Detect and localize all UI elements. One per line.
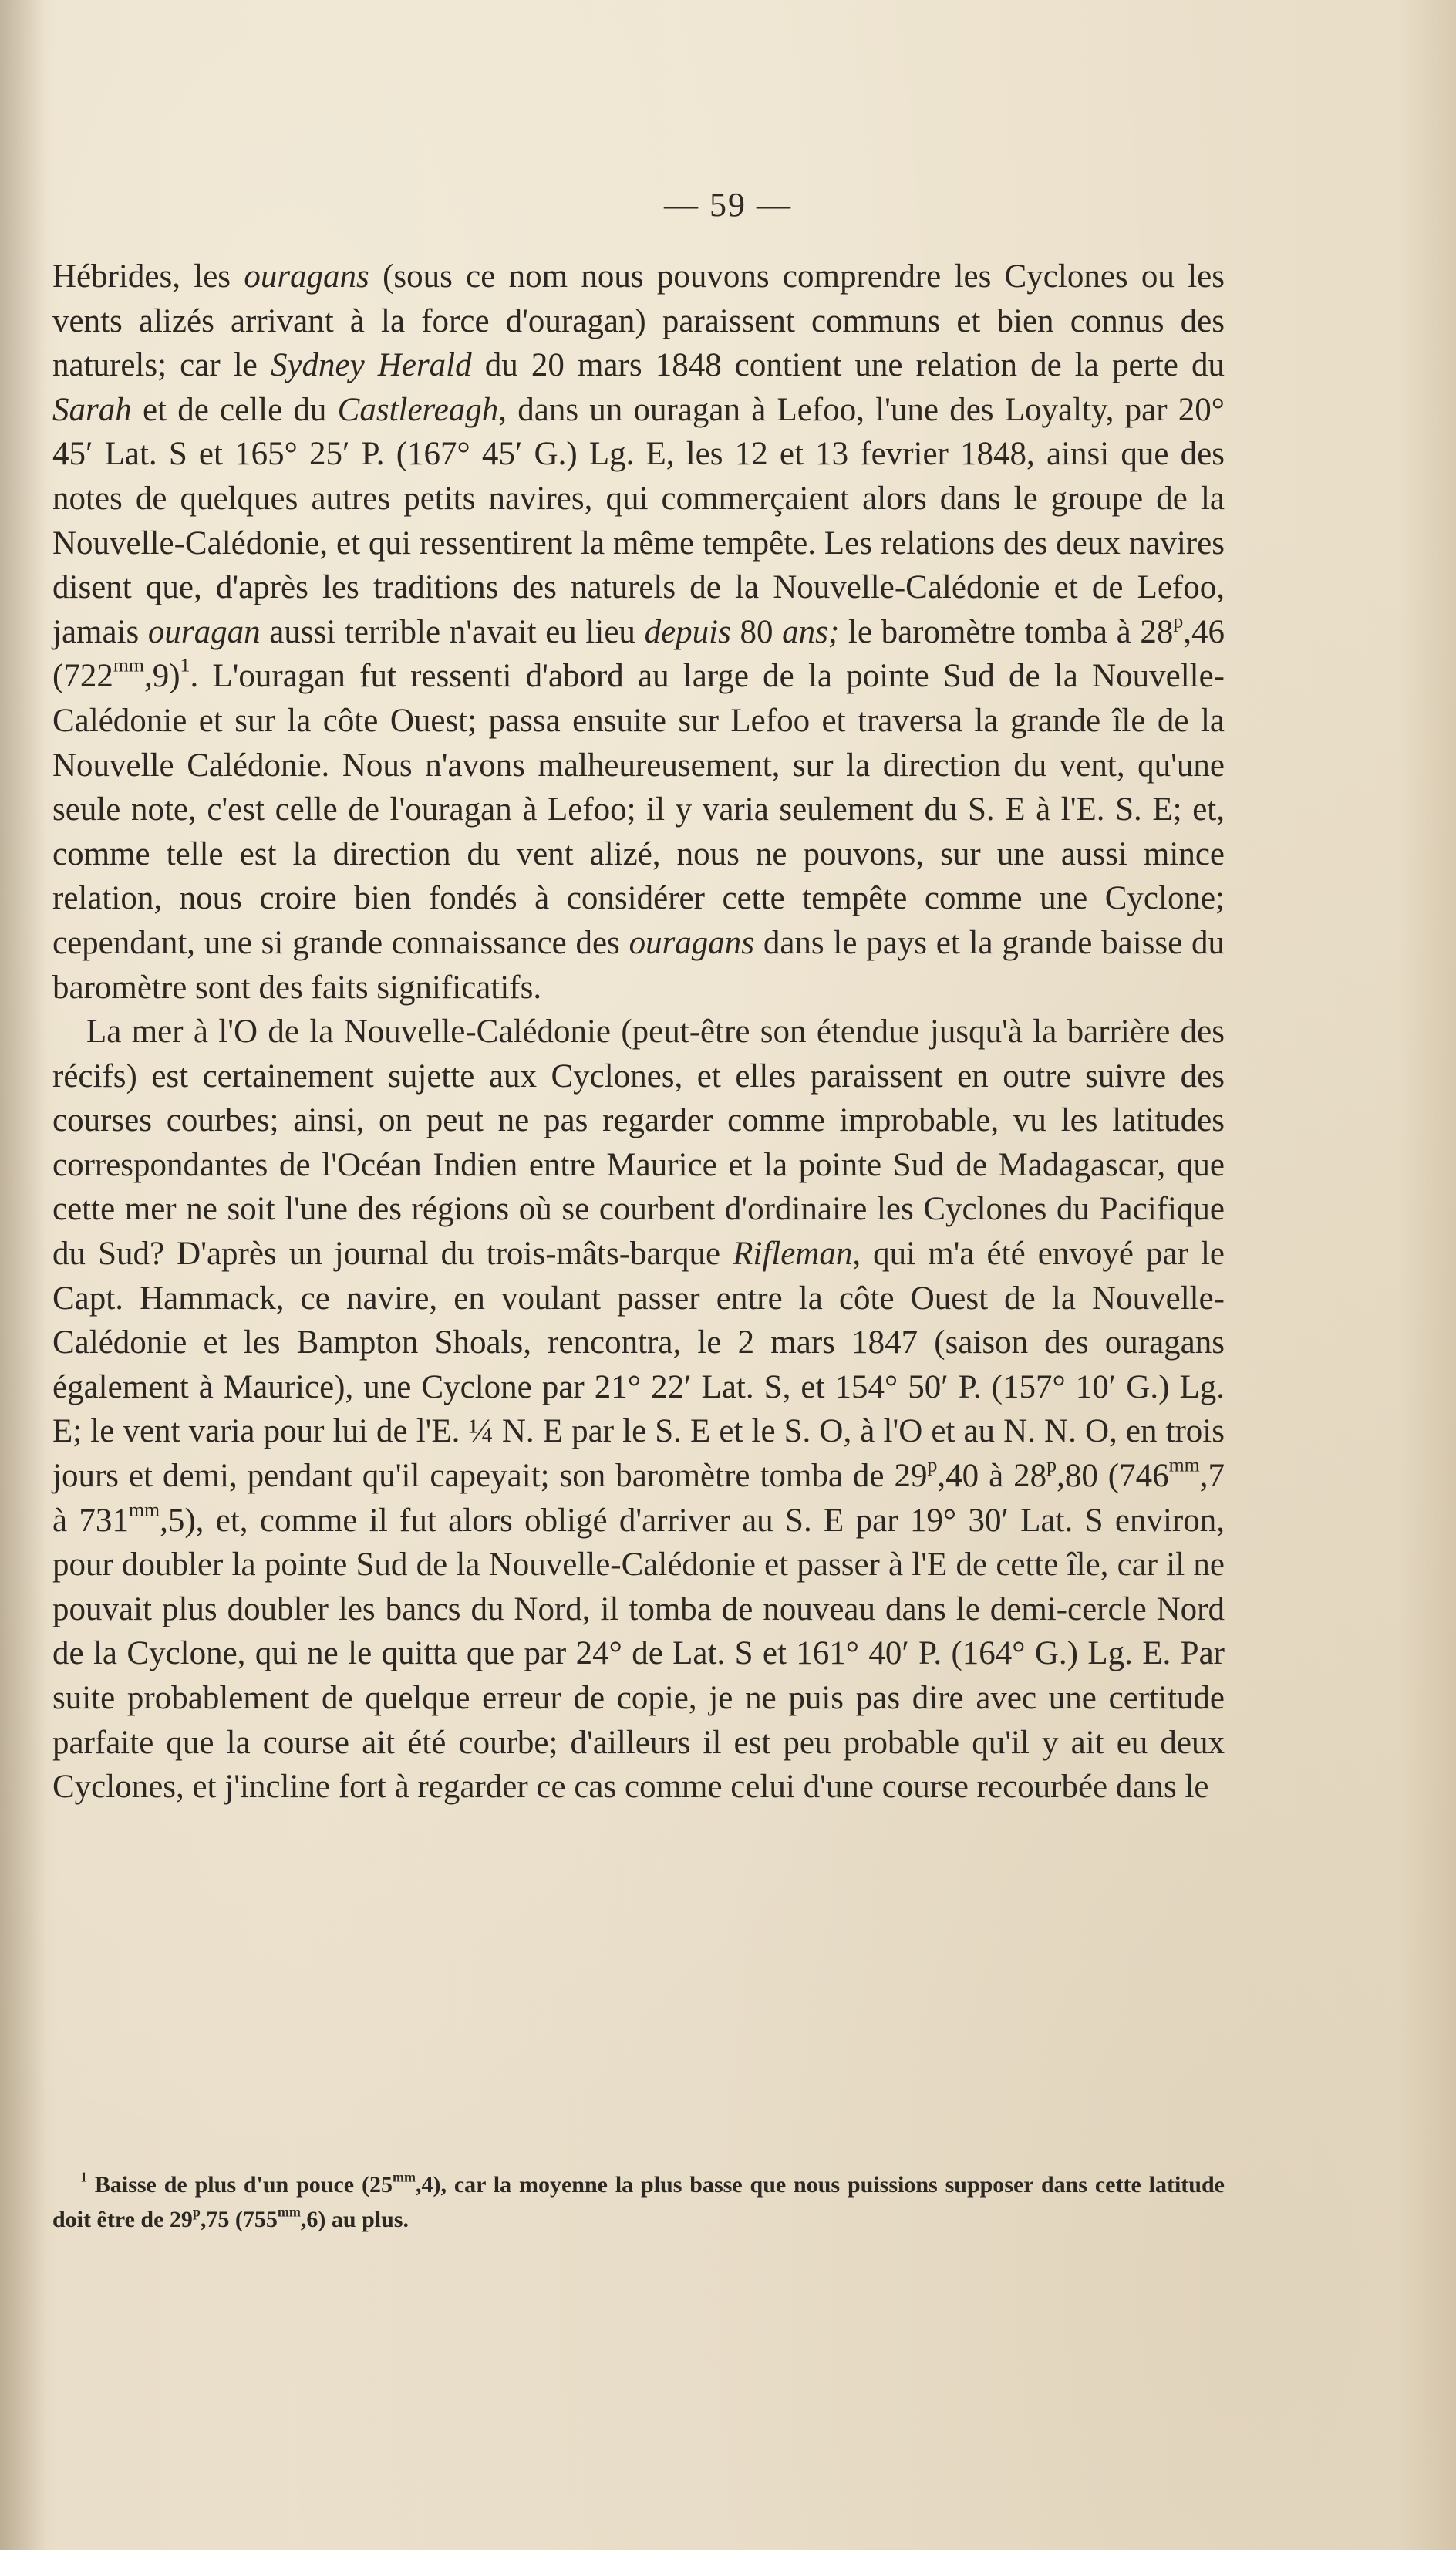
page-number: — 59 — [664, 186, 792, 224]
text-run: du 20 mars 1848 contient une relation de la perte du [471, 347, 1225, 384]
text-run: . L'ouragan fut ressenti d'abord au large de la pointe Sud de la Nouvelle-Calédonie et sur la côte Ouest; passa ensuite sur Lefoo et traversa la grande île de la Nouvelle Calédonie. Nous n'avons malheureusement, sur la direction du vent, qu'une seule note, c'est celle de l'ouragan à Lefoo; il y varia seulement du S. E à l'E. S. E; et, comme telle est la direction du vent alizé, nous ne pouvons, sur une aussi mince relation, nous croire bien fondés à considérer cette tempête comme une Cyclone; cependant, une si grande connaissance des [52, 658, 1225, 961]
text-run: le baromètre tomba à 28 [839, 613, 1174, 650]
italic-text: ouragan [147, 613, 261, 650]
italic-text: depuis [644, 613, 731, 650]
superscript: p [192, 2204, 201, 2220]
italic-text: Sydney Herald [270, 347, 472, 384]
superscript: p [1046, 1453, 1057, 1476]
superscript: 1 [80, 2169, 87, 2185]
superscript: mm [277, 2204, 301, 2220]
text-run: (sous ce nom nous pouvons comprendre les Cyclones ou les vents alizés arrivant à la force d'ouragan) paraissent communs et bien connus des naturels; car le [52, 258, 1225, 384]
text-run: et de celle du [131, 391, 338, 428]
superscript: mm [392, 2169, 416, 2185]
italic-text: Rifleman [733, 1236, 853, 1273]
text-run: Baisse de plus d'un pouce (25 [87, 2172, 393, 2198]
text-run: dans le pays et la grande baisse du baromètre sont des faits significatifs. [52, 924, 1225, 1006]
text-run: ,5), et, comme il fut alors obligé d'arriver au S. E par 19° 30′ Lat. S environ, pour doubler la pointe Sud de la Nouvelle-Calédonie et passer à l'E de cette île, car il ne pouvait plus doubler les bancs du Nord, il tomba de nouveau dans le demi-cercle Nord de la Cyclone, qui ne le quitta que par 24° de Lat. S et 161° 40′ P. (164° G.) Lg. E. Par suite probablement de quelque erreur de copie, je ne puis pas dire avec une certitude parfaite que la course ait été courbe; d'ailleurs il est peu probable qu'il y ait eu deux Cyclones, et j'incline fort à regarder ce cas comme celui d'une course recourbée dans le [52, 1502, 1225, 1806]
text-run: ,75 (755 [200, 2207, 278, 2232]
superscript: mm [1168, 1453, 1200, 1476]
text-run: , dans un ouragan à Lefoo, l'une des Loyalty, par 20° 45′ Lat. S et 165° 25′ P. (167° 45′ G.) Lg. E, les 12 et 13 fevrier 1848, ainsi que des notes de quelques autres petits navires, qui commerçaient alors dans le groupe de la Nouvelle-Calédonie, et qui ressentirent la même tempête. Les relations des deux navires disent que, d'après les traditions des naturels de la Nouvelle-Calédonie et de Lefoo, jamais [52, 391, 1225, 650]
text-run: ,9) [143, 658, 180, 695]
italic-text: ouragans [244, 258, 369, 295]
superscript: p [927, 1453, 938, 1476]
text-run: ,40 à 28 [937, 1458, 1047, 1495]
italic-text: Sarah [52, 391, 132, 428]
binding-shadow [0, 0, 46, 2550]
superscript: mm [128, 1498, 160, 1521]
text-run: ,6) au plus. [300, 2207, 409, 2232]
footnote [52, 2167, 1225, 2237]
superscript: 1 [180, 654, 190, 676]
text-run: ,4), car la moyenne la plus basse que nous puissions supposer dans cette latitude doit être de 29 [52, 2172, 1225, 2232]
text-run: 80 [730, 613, 783, 650]
text-run: aussi terrible n'avait eu lieu [260, 613, 645, 650]
superscript: mm [113, 654, 144, 676]
italic-text: ans; [782, 613, 840, 650]
text-run: ,80 (746 [1057, 1458, 1169, 1495]
text-run: Hébrides, les [52, 258, 244, 295]
paragraph [52, 255, 1225, 1010]
italic-text: Castlereagh [337, 391, 499, 428]
superscript: p [1173, 609, 1184, 632]
text-run: ,7 à 731 [52, 1458, 1225, 1539]
paragraph [52, 1010, 1225, 1810]
body-text [52, 255, 1225, 1810]
footnotes [52, 2167, 1225, 2237]
text-run: La mer à l'O de la Nouvelle-Calédonie (peut-être son étendue jusqu'à la barrière des récifs) est certainement sujette aux Cyclones, et elles paraissent en outre suivre des courses courbes; ainsi, on peut ne pas regarder comme improbable, vu les latitudes correspondantes de l'Océan Indien entre Maurice et la pointe Sud de Madagascar, que cette mer ne soit l'une des régions où se courbent d'ordinaire les Cyclones du Pacifique du Sud? D'après un journal du trois-mâts-barque [52, 1014, 1225, 1273]
text-run: ,46 (722 [52, 613, 1225, 695]
italic-text: ouragans [629, 924, 755, 961]
text-run: , qui m'a été envoyé par le Capt. Hammack, ce navire, en voulant passer entre la côte Ouest de la Nouvelle-Calédonie et les Bampton Shoals, rencontra, le 2 mars 1847 (saison des ouragans également à Maurice), une Cyclone par 21° 22′ Lat. S, et 154° 50′ P. (157° 10′ G.) Lg. E; le vent varia pour lui de l'E. ¼ N. E par le S. E et le S. O, à l'O et au N. N. O, en trois jours et demi, pendant qu'il capeyait; son baromètre tomba de 29 [52, 1236, 1225, 1495]
